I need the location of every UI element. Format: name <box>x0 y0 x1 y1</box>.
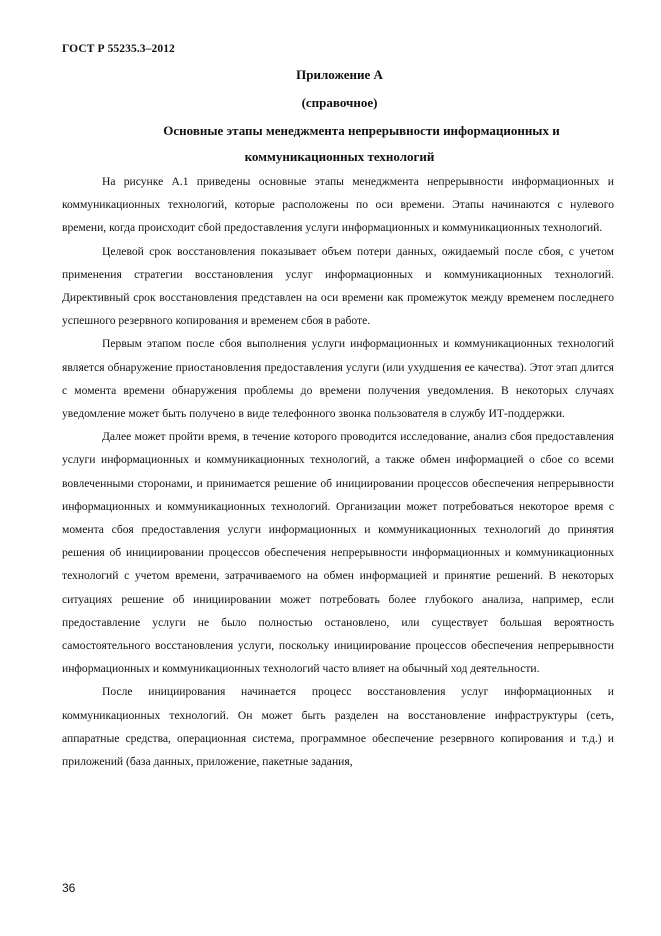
paragraph-3: Первым этапом после сбоя выполнения услуги информационных и коммуникационных технологий является обнаружение приостановления предоставления услуги (или ухудшения ее качества). Этот этап длится с момента времени обнаружения проблемы до времени получения уведомления. В некоторых случаях уведомление может быть получено в виде телефонного звонка пользователя в службу ИТ-поддержки. <box>62 337 614 421</box>
appendix-title-line2: коммуникационных технологий <box>244 149 435 164</box>
standard-header: ГОСТ Р 55235.3–2012 <box>62 43 175 55</box>
appendix-label: Приложение А <box>296 67 383 82</box>
page-number: 36 <box>62 881 76 895</box>
appendix-type: (справочное) <box>301 95 378 110</box>
paragraph-2: Целевой срок восстановления показывает объем потери данных, ожидаемый после сбоя, с учетом применения стратегии восстановления услуг информационных и коммуникационных технологий. Директивный срок восстановления представлен на оси времени как промежуток между временем последнего успешного резервного копирования и временем сбоя в работе. <box>62 244 614 328</box>
paragraph-1: На рисунке А.1 приведены основные этапы менеджмента непрерывности информационных и коммуникационных технологий, которые расположены по оси времени. Этапы начинаются с нулевого времени, когда происходит сбой предоставления услуги информационных и коммуникационных технологий. <box>62 175 614 235</box>
paragraph-5: После инициирования начинается процесс восстановления услуг информационных и коммуникационных технологий. Он может быть разделен на восстановление инфраструктуры (сеть, аппаратные средства, операционная система, программное обеспечение резервного копирования и т.д.) и приложений (база данных, приложение, пакетные задания, <box>62 685 614 769</box>
paragraph-4: Далее может пройти время, в течение которого проводится исследование, анализ сбоя предоставления услуги информационных и коммуникационных технологий, а также обмен информацией о сбое со всеми вовлеченными сторонами, и принимается решение об инициировании процессов обеспечения непрерывности информационных и коммуникационных технологий. Организации может потребоваться некоторое время с момента сбоя предоставления услуги информационных и коммуникационных технологий до принятия решения об инициировании процессов обеспечения непрерывности информационных и коммуникационных технологий с учетом времени, затрачиваемого на обмен информацией и принятие решений. В некоторых ситуациях решение об инициировании может потребовать более глубокого анализа, например, если предоставление услуги не было полностью остановлено, или существует большая вероятность самостоятельного восстановления услуги, поскольку инициирование процессов обеспечения непрерывности информационных и коммуникационных технологий часто влияет на обычный ход деятельности. <box>62 430 614 676</box>
body-text <box>62 170 614 773</box>
appendix-title-line1: Основные этапы менеджмента непрерывности информационных и <box>163 123 560 138</box>
